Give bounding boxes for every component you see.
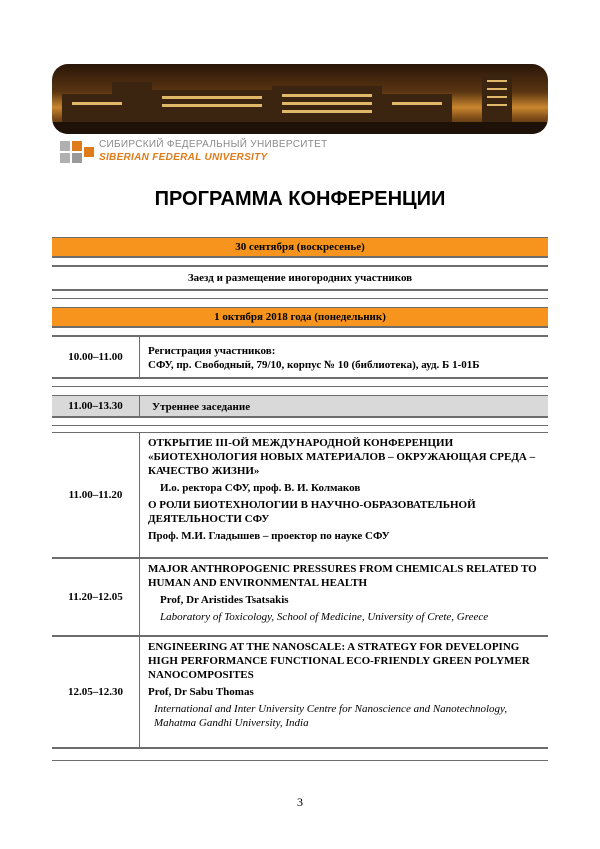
- time-cell: 12.05–12.30: [52, 637, 140, 747]
- registration-title: Регистрация участников:: [148, 345, 276, 357]
- talk-affiliation: International and Inter University Centre for Nanoscience and Nanotechnology, Mahatma Gandhi University, India: [154, 703, 508, 729]
- campus-banner-image: [52, 64, 548, 134]
- time-cell: 11.00–11.20: [52, 433, 140, 557]
- talk-row: [52, 558, 548, 636]
- page-title: ПРОГРАММА КОНФЕРЕНЦИИ: [154, 188, 446, 210]
- table-spacer: [52, 257, 548, 266]
- logo-text-ru: СИБИРСКИЙ ФЕДЕРАЛЬНЫЙ УНИВЕРСИТЕТ: [99, 139, 328, 150]
- arrival-row: Заезд и размещение иногородних участников: [52, 266, 548, 290]
- time-cell: 10.00–11.00: [52, 337, 140, 377]
- opening-talk-title: О РОЛИ БИОТЕХНОЛОГИИ В НАУЧНО-ОБРАЗОВАТЕЛЬНОЙ ДЕЯТЕЛЬНОСТИ СФУ: [148, 499, 476, 525]
- sfu-logo: [58, 137, 328, 167]
- page-number: 3: [297, 795, 303, 809]
- table-spacer: [52, 378, 548, 387]
- time-cell: 11.00–13.30: [52, 396, 140, 416]
- day-header-sep30: 30 сентября (воскресенье): [52, 237, 548, 257]
- opening-title: ОТКРЫТИЕ III-ОЙ МЕЖДУНАРОДНОЙ КОНФЕРЕНЦИИ «БИОТЕХНОЛОГИЯ НОВЫХ МАТЕРИАЛОВ – ОКРУЖАЮЩАЯ СРЕДА – КАЧЕСТВО ЖИЗНИ»: [148, 437, 536, 477]
- talk-title: ENGINEERING AT THE NANOSCALE: A STRATEGY FOR DEVELOPING HIGH PERFORMANCE FUNCTIONAL ECO-FRIENDLY GREEN POLYMER NANOCOMPOSITES: [148, 641, 530, 681]
- table-spacer: [52, 748, 548, 761]
- opening-speaker: И.о. ректора СФУ, проф. В. И. Колмаков: [160, 482, 361, 494]
- talk-row: [52, 636, 548, 748]
- sfu-logo-icon: [58, 137, 96, 167]
- registration-row: [52, 336, 548, 378]
- talk-speaker: Prof, Dr Sabu Thomas: [148, 686, 254, 698]
- talk-title: MAJOR ANTHROPOGENIC PRESSURES FROM CHEMICALS RELATED TO HUMAN AND ENVIRONMENTAL HEALTH: [148, 563, 537, 589]
- opening-row: [52, 432, 548, 558]
- time-cell: 11.20–12.05: [52, 559, 140, 635]
- logo-text-en: SIBERIAN FEDERAL UNIVERSITY: [99, 152, 268, 163]
- day-header-oct1: 1 октября 2018 года (понедельник): [52, 307, 548, 327]
- table-spacer: [52, 290, 548, 299]
- session-label: Утреннее заседание: [152, 401, 251, 413]
- morning-session-row: [52, 395, 548, 417]
- talk-speaker: Prof, Dr Aristides Tsatsakis: [160, 594, 289, 606]
- registration-place: СФУ, пр. Свободный, 79/10, корпус № 10 (библиотека), ауд. Б 1-01Б: [148, 359, 480, 371]
- table-spacer: [52, 417, 548, 426]
- talk-affiliation: Laboratory of Toxicology, School of Medicine, University of Crete, Greece: [160, 611, 489, 623]
- opening-talk-speaker: Проф. М.И. Гладышев – проектор по науке СФУ: [148, 530, 390, 542]
- table-spacer: [52, 327, 548, 336]
